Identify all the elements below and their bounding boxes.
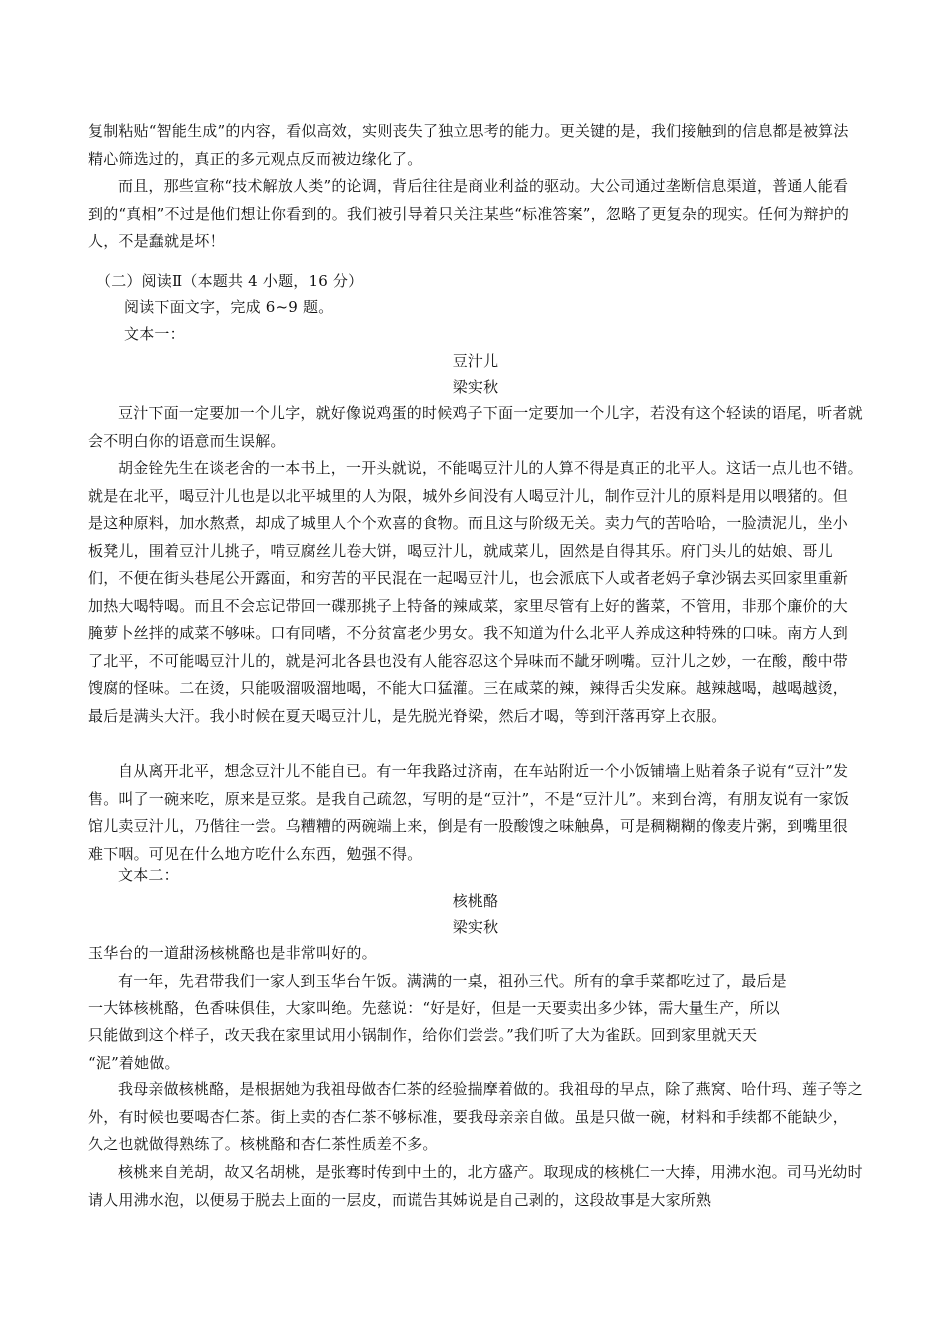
passage1-paragraph-2: 而且，那些宣称“技术解放人类”的论调，背后往往是商业利益的驱动。大公司通过垄断信息渠道，普通人能看到的“真相”不过是他们想让你看到的。我们被引导着只关注某些“标准答案”，忽略了更复杂的现实。任何为辩护的人，不是蠢就是坏！ xyxy=(88,177,850,250)
section-instruction: 阅读下面文字，完成 6~9 题。 xyxy=(124,298,334,316)
text2-paragraph-1: 玉华台的一道甜汤核桃酪也是非常叫好的。 xyxy=(88,944,377,962)
text1-paragraph-1: 豆汁下面一定要加一个儿字，就好像说鸡蛋的时候鸡子下面一定要加一个儿字，若没有这个轻读的语尾，听者就会不明白你的语意而生误解。 xyxy=(88,404,863,450)
text2-paragraph-2-line-2: 一大钵核桃酪，色香味俱佳，大家叫绝。先慈说：“好是好，但是一天要卖出多少钵，需大量生产，所以 xyxy=(88,999,780,1017)
text2-paragraph-3: 我母亲做核桃酪，是根据她为我祖母做杏仁茶的经验揣摩着做的。我祖母的早点，除了燕窝、哈什玛、莲子等之外，有时候也要喝杏仁茶。街上卖的杏仁茶不够标准，要我母亲亲自做。虽是只做一碗，材料和手续都不能缺少，久之也就做得熟练了。核桃酪和杏仁茶性质差不多。 xyxy=(88,1080,863,1153)
text2-paragraph-2-line-3: 只能做到这个样子，改天我在家里试用小锅制作，给你们尝尝。”我们听了大为雀跃。回到家里就天天 xyxy=(88,1026,758,1044)
text2-label: 文本二： xyxy=(118,866,179,884)
passage1-paragraph-1: 复制粘贴“智能生成”的内容，看似高效，实则丧失了独立思考的能力。更关键的是，我们接触到的信息都是被算法精心筛选过的，真正的多元观点反而被边缘化了。 xyxy=(88,122,849,168)
text2-paragraph-2-line-4: “泥”着她做。 xyxy=(88,1054,180,1072)
section-header: （二）阅读Ⅱ（本题共 4 小题，16 分） xyxy=(96,272,364,290)
text2-paragraph-2-line-1: 有一年，先君带我们一家人到玉华台午饭。满满的一桌，祖孙三代。所有的拿手菜都吃过了，最后是 xyxy=(118,972,787,990)
text1-paragraph-2: 胡金铨先生在谈老舍的一本书上，一开头就说，不能喝豆汁儿的人算不得是真正的北平人。这话一点儿也不错。就是在北平，喝豆汁儿也是以北平城里的人为限，城外乡间没有人喝豆汁儿，制作豆汁儿的原料是用以喂猪的。但是这种原料，加水熬煮，却成了城里人个个欢喜的食物。而且这与阶级无关。卖力气的苦哈哈，一脸渍泥儿，坐小板凳儿，围着豆汁儿挑子，啃豆腐丝儿卷大饼，喝豆汁儿，就咸菜儿，固然是自得其乐。府门头儿的姑娘、哥儿们，不便在街头巷尾公开露面，和穷苦的平民混在一起喝豆汁儿，也会派底下人或者老妈子拿沙锅去买回家里重新加热大喝特喝。而且不会忘记带回一碟那挑子上特备的辣咸菜，家里尽管有上好的酱菜，不管用，非那个廉价的大腌萝卜丝拌的咸菜不够味。口有同嗜，不分贫富老少男女。我不知道为什么北平人养成这种特殊的口味。南方人到了北平，不可能喝豆汁儿的，就是河北各县也没有人能容忍这个异味而不龇牙咧嘴。豆汁儿之妙，一在酸，酸中带馊腐的怪味。二在烫，只能吸溜吸溜地喝，不能大口猛灌。三在咸菜的辣，辣得舌尖发麻。越辣越喝，越喝越烫，最后是满头大汗。我小时候在夏天喝豆汁儿，是先脱光脊梁，然后才喝，等到汗落再穿上衣服。 xyxy=(88,459,863,725)
text2-paragraph-4: 核桃来自羌胡，故又名胡桃，是张骞时传到中土的，北方盛产。取现成的核桃仁一大捧，用沸水泡。司马光幼时请人用沸水泡，以便易于脱去上面的一层皮，而谎告其姊说是自己剥的，这段故事是大家所熟 xyxy=(88,1163,863,1209)
text2-title: 核桃酪 xyxy=(452,892,499,910)
text1-author: 梁实秋 xyxy=(452,378,499,396)
text1-label: 文本一： xyxy=(124,325,185,343)
text1-paragraph-3: 自从离开北平，想念豆汁儿不能自已。有一年我路过济南，在车站附近一个小饭铺墙上贴着条子说有“豆汁”发售。叫了一碗来吃，原来是豆浆。是我自己疏忽，写明的是“豆汁”，不是“豆汁儿”。来到台湾，有朋友说有一家饭馆儿卖豆汁儿，乃偕往一尝。乌糟糟的两碗端上来，倒是有一股酸馊之味触鼻，可是稠糊糊的像麦片粥，到嘴里很难下咽。可见在什么地方吃什么东西，勉强不得。 xyxy=(88,762,850,863)
text2-author: 梁实秋 xyxy=(452,918,499,936)
text1-title: 豆汁儿 xyxy=(452,352,499,370)
